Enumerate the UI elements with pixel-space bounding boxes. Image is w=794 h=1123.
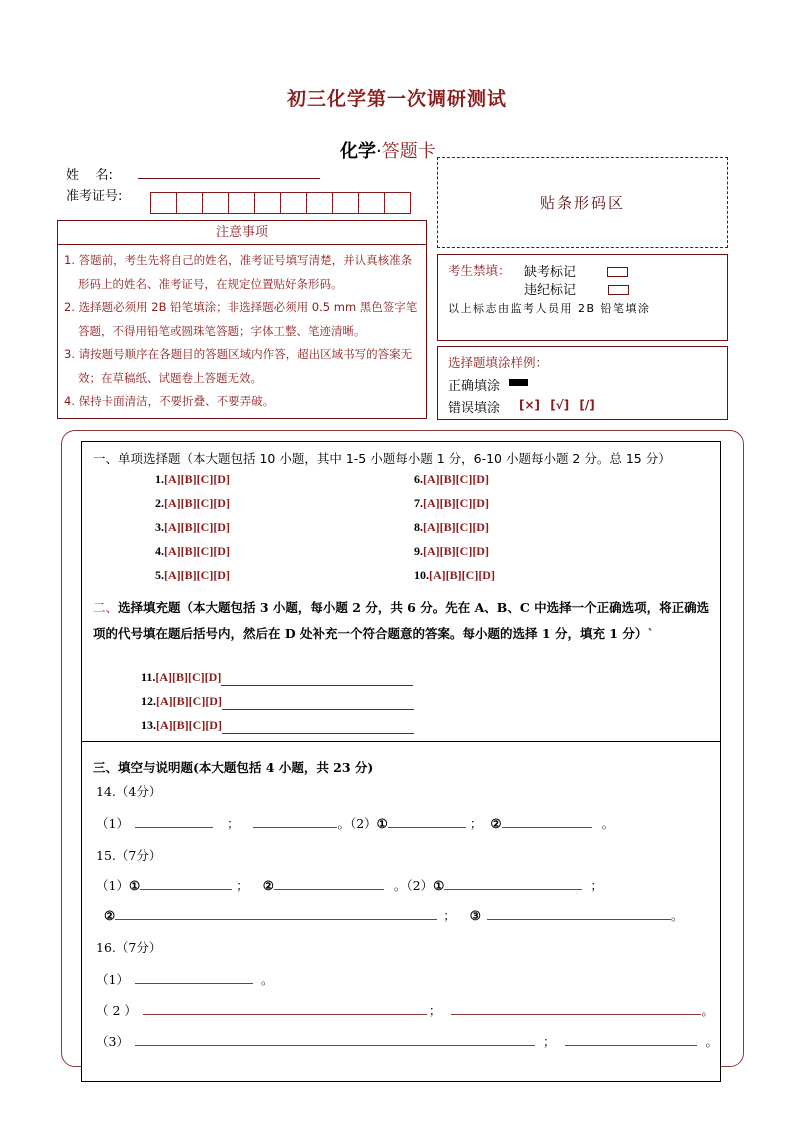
absent-mark-label: 缺考标记 — [524, 265, 577, 280]
name-field[interactable] — [138, 178, 320, 179]
fill-choice-question[interactable]: 13.[A][B][C][D] — [141, 718, 414, 734]
answer-line[interactable] — [222, 694, 414, 710]
q16-answers-3: （3） ； 。 — [96, 1034, 718, 1049]
id-digit-box[interactable] — [254, 192, 281, 214]
section-divider — [82, 741, 720, 742]
id-digit-box[interactable] — [150, 192, 177, 214]
answer-line[interactable] — [135, 826, 213, 828]
answer-line[interactable] — [115, 918, 437, 920]
answer-line[interactable] — [274, 888, 384, 890]
section1-title: 一、单项选择题（本大题包括 10 小题，其中 1-5 小题每小题 1 分，6-10 小题每小题 2 分。总 15 分） — [93, 451, 671, 466]
mc-question[interactable]: 4.[A][B][C][D] — [155, 544, 230, 558]
section2-title: 二、选择填充题（本大题包括 3 小题，每小题 2 分，共 6 分。先在 A、B、C 中选择一个正确选项，将正确选项的代号填在题后括号内，然后在 D 处补充一个符合题意的答案。每小题的选择 1 分，填充 1 分）` — [93, 600, 710, 641]
barcode-label: 贴条形码区 — [539, 194, 625, 212]
mc-question[interactable]: 9.[A][B][C][D] — [414, 544, 489, 558]
answer-line[interactable] — [388, 826, 466, 828]
mc-question[interactable]: 3.[A][B][C][D] — [155, 520, 230, 534]
notes-title: 注意事项 — [58, 221, 426, 245]
id-digit-box[interactable] — [332, 192, 359, 214]
exam-id-boxes — [151, 192, 411, 214]
q16-answers-2: （ 2 ） ； 。 — [96, 1003, 714, 1018]
subtitle-subject: 化学 — [340, 141, 376, 162]
mc-question[interactable]: 5.[A][B][C][D] — [155, 568, 230, 582]
proctor-only-label: 考生禁填： — [448, 263, 511, 278]
note-item: 2. 选择题必须用 2B 铅笔填涂；非选择题必须用 0.5 mm 黑色签字笔答题，不得用铅笔或圆珠笔答题；字体工整、笔迹清晰。 — [64, 300, 418, 338]
answer-sheet-subtitle — [340, 137, 436, 163]
answer-line[interactable] — [444, 888, 582, 890]
mc-question[interactable]: 7.[A][B][C][D] — [414, 496, 489, 510]
answer-line[interactable] — [221, 670, 413, 686]
id-digit-box[interactable] — [280, 192, 307, 214]
answer-line[interactable] — [451, 1013, 701, 1015]
answer-line[interactable] — [140, 888, 232, 890]
answer-line[interactable] — [222, 718, 414, 734]
violation-mark-box[interactable] — [608, 285, 629, 295]
q16-answers-1: （1） 。 — [96, 972, 274, 987]
id-digit-box[interactable] — [228, 192, 255, 214]
name-label: 姓 名: — [66, 168, 113, 183]
answer-line[interactable] — [565, 1044, 697, 1046]
fill-sample-title: 选择题填涂样例： — [448, 355, 549, 370]
subtitle-separator: · — [376, 141, 382, 162]
q14-heading: 14.（4分） — [96, 784, 162, 799]
answer-line[interactable] — [487, 918, 671, 920]
fill-choice-question[interactable]: 12.[A][B][C][D] — [141, 694, 414, 710]
mc-question[interactable]: 2.[A][B][C][D] — [155, 496, 230, 510]
mc-question[interactable]: 6.[A][B][C][D] — [414, 472, 489, 486]
wrong-fill-label: 错误填涂 — [448, 401, 501, 416]
subtitle-sheet: 答题卡 — [381, 141, 436, 162]
mc-question[interactable]: 1.[A][B][C][D] — [155, 472, 230, 486]
note-item: 4. 保持卡面清洁，不要折叠、不要弄破。 — [64, 394, 275, 408]
q15-answers-row2: ② ； ③ 。 — [104, 908, 684, 923]
correct-fill-label: 正确填涂 — [448, 379, 501, 394]
q14-answers: （1） ； 。（2）① ； ② 。 — [96, 816, 615, 831]
answer-line[interactable] — [135, 1044, 535, 1046]
answer-line[interactable] — [502, 826, 592, 828]
section3-title: 三、填空与说明题(本大题包括 4 小题，共 23 分) — [93, 760, 374, 775]
proctor-note: 以上标志由监考人员用 2B 铅笔填涂 — [448, 302, 651, 315]
id-digit-box[interactable] — [384, 192, 411, 214]
id-digit-box[interactable] — [306, 192, 333, 214]
id-digit-box[interactable] — [176, 192, 203, 214]
exam-id-label: 准考证号: — [66, 189, 123, 204]
id-digit-box[interactable] — [358, 192, 385, 214]
proctor-only-box — [437, 254, 728, 341]
fill-choice-question[interactable]: 11.[A][B][C][D] — [141, 670, 413, 686]
answer-line[interactable] — [135, 982, 253, 984]
barcode-area — [437, 157, 728, 248]
notes-box — [57, 220, 427, 419]
note-item: 1. 答题前，考生先将自己的姓名，准考证号填写清楚，并认真核准条形码上的姓名、准考证号，在规定位置贴好条形码。 — [64, 253, 413, 291]
id-digit-box[interactable] — [202, 192, 229, 214]
q15-answers-row1: （1）① ； ② 。（2）① ； — [96, 878, 603, 893]
fill-sample-box — [437, 346, 728, 420]
q15-heading: 15.（7分） — [96, 848, 162, 863]
note-item: 3. 请按题号顺序在各题目的答题区域内作答，超出区域书写的答案无效；在草稿纸、试题卷上答题无效。 — [64, 347, 413, 385]
exam-title: 初三化学第一次调研测试 — [286, 88, 507, 110]
answer-line[interactable] — [143, 1013, 427, 1015]
q16-heading: 16.（7分） — [96, 940, 162, 955]
mc-question[interactable]: 8.[A][B][C][D] — [414, 520, 489, 534]
violation-mark-label: 违纪标记 — [524, 283, 577, 298]
wrong-fill-marks: [×] [√] [/] — [519, 398, 595, 412]
answer-area — [81, 441, 721, 1082]
absent-mark-box[interactable] — [607, 267, 628, 277]
answer-line[interactable] — [253, 826, 337, 828]
mc-question[interactable]: 10.[A][B][C][D] — [414, 568, 495, 582]
correct-fill-mark — [509, 379, 528, 386]
